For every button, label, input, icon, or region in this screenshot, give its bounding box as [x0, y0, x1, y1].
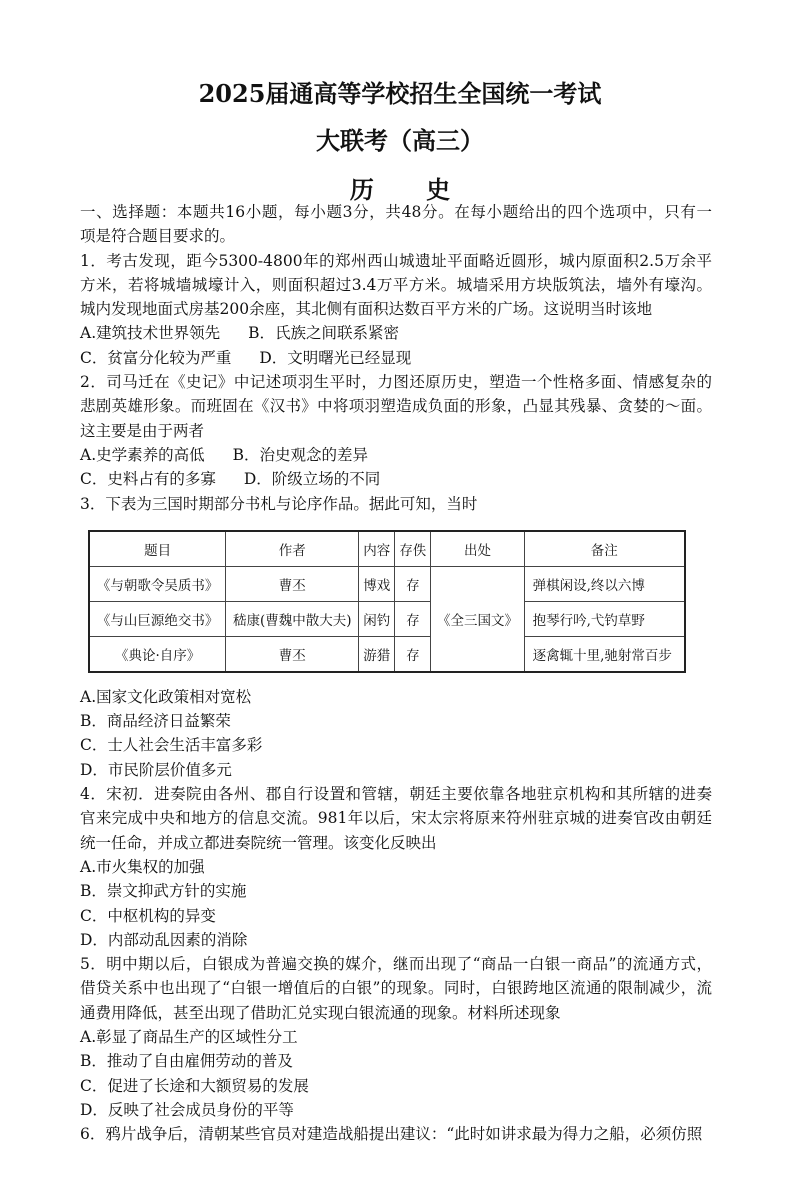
option-row	[80, 1025, 712, 1049]
cell-source: 《全三国文》	[431, 566, 524, 672]
answer-option[interactable]: B．推动了自由雇佣劳动的普及	[80, 1052, 293, 1071]
cell-note: 逐禽辄十里,驰射常百步	[524, 636, 685, 672]
cell-status: 存	[395, 636, 431, 672]
option-row	[80, 1049, 712, 1073]
question-1	[80, 249, 712, 370]
answer-option[interactable]: C．促进了长途和大额贸易的发展	[80, 1076, 309, 1095]
answer-option[interactable]: D．内部动乱因素的消除	[80, 930, 248, 949]
option-row	[80, 879, 712, 903]
answer-option[interactable]: C．中枢机构的异变	[80, 906, 216, 925]
question-4	[80, 782, 712, 952]
exam-body	[80, 200, 712, 1147]
column-header: 内容	[359, 531, 395, 567]
answer-option[interactable]: C．士人社会生活丰富多彩	[80, 736, 263, 755]
cell-title: 《与朝歌令吴质书》	[89, 566, 226, 601]
cell-title: 《与山巨源绝交书》	[89, 601, 226, 636]
option-row	[80, 321, 712, 345]
cell-title: 《典论·自序》	[89, 636, 226, 672]
option-row	[80, 443, 712, 467]
question-stem-line: 官来完成中央和地方的信息交流。981年以后，宋太宗将原来符州驻京城的进奏官改由朝廷	[80, 809, 712, 828]
answer-option[interactable]: B．崇文抑武方针的实施	[80, 882, 247, 901]
option-row	[80, 1074, 712, 1098]
column-header: 作者	[226, 531, 359, 567]
question-stem-line: 4．宋初．进奏院由各州、郡自行设置和管辖，朝廷主要依靠各地驻京机构和其所辖的进奏	[80, 785, 712, 804]
cell-note: 抱琴行吟,弋钓草野	[524, 601, 685, 636]
table-header-row	[89, 531, 685, 567]
answer-option[interactable]: D．阶级立场的不同	[243, 470, 381, 489]
question-6	[80, 1122, 712, 1146]
option-row	[80, 904, 712, 928]
section-instruction-line: 项是符合题目要求的。	[80, 227, 236, 246]
question-stem-line: 3．下表为三国时期部分书札与论序作品。据此可知，当时	[80, 494, 478, 513]
cell-author: 曹丕	[226, 636, 359, 672]
question-3	[80, 492, 712, 782]
question-stem-line: 城内发现地面式房基200余座，其北侧有面积达数百平方米的广场。这说明当时该地	[80, 300, 653, 319]
cell-content: 博戏	[359, 566, 395, 601]
table-row	[89, 566, 685, 601]
option-row	[80, 928, 712, 952]
answer-option[interactable]: C．史料占有的多寡	[80, 470, 216, 489]
cell-status: 存	[395, 566, 431, 601]
answer-option[interactable]: A.建筑技术世界领先	[80, 324, 221, 343]
question-stem-line: 5．明中期以后，白银成为普遍交换的媒介，继而出现了“商品一白银一商品”的流通方式，	[80, 955, 712, 974]
option-row	[80, 685, 712, 709]
option-row	[80, 709, 712, 733]
table-row	[89, 636, 685, 672]
answer-option[interactable]: D．反映了社会成员身份的平等	[80, 1100, 294, 1119]
cell-author: 曹丕	[226, 566, 359, 601]
question-stem-line: 借贷关系中也出现了“白银一增值后的白银”的现象。同时，白银跨地区流通的限制减少，流	[80, 979, 712, 998]
question-2	[80, 370, 712, 491]
option-row	[80, 855, 712, 879]
answer-option[interactable]: B．治史观念的差异	[232, 445, 369, 464]
answer-option[interactable]: A.史学素养的高低	[80, 445, 205, 464]
question-stem-line: 6．鸦片战争后，清朝某些官员对建造战船提出建议：“此时如讲求最为得力之船，必须仿照	[80, 1125, 703, 1144]
question-stem-line: 2．司马迁在《史记》中记述项羽生平时，力图还原历史，塑造一个性格多面、情感复杂的	[80, 373, 712, 392]
option-row	[80, 733, 712, 757]
subject-title: 历 史	[349, 175, 473, 204]
option-row	[80, 1098, 712, 1122]
question-stem-line: 1．考古发现，距今5300-4800年的郑州西山城遗址平面略近圆形，城内原面积2.5万余平	[80, 251, 712, 270]
answer-option[interactable]: A.巿火集权的加强	[80, 857, 205, 876]
option-row	[80, 467, 712, 491]
column-header: 出处	[431, 531, 524, 567]
question-5	[80, 952, 712, 1122]
cell-status: 存	[395, 601, 431, 636]
option-row	[80, 346, 712, 370]
answer-option[interactable]: D．文明曙光已经显现	[259, 348, 412, 367]
question-stem-line: 这主要是由于两者	[80, 421, 205, 440]
cell-content: 游猎	[359, 636, 395, 672]
question-stem-line: 统一任命，并成立都进奏院统一管理。该变化反映出	[80, 833, 437, 852]
answer-option[interactable]: B．氏族之间联系紧密	[248, 324, 400, 343]
column-header: 存佚	[395, 531, 431, 567]
cell-content: 闲钓	[359, 601, 395, 636]
answer-option[interactable]: D．市民阶层价值多元	[80, 760, 232, 779]
answer-option[interactable]: A.国家文化政策相对宽松	[80, 687, 252, 706]
question-stem-line: 悲剧英雄形象。而班固在《汉书》中将项羽塑造成负面的形象，凸显其残暴、贪婪的～面。	[80, 397, 712, 416]
question-stem-line: 通费用降低，甚至出现了借助汇兑实现白银流通的现象。材料所述现象	[80, 1003, 561, 1022]
answer-option[interactable]: C．贫富分化较为严重	[80, 348, 232, 367]
cell-note: 弹棋闲设,终以六博	[524, 566, 685, 601]
question-stem-line: 方米，若将城墙城壕计入，则面积超过3.4万平方米。城墙采用方块版筑法，墙外有壕沟。	[80, 275, 712, 294]
answer-option[interactable]: A.彰显了商品生产的区域性分工	[80, 1028, 298, 1047]
exam-title: 2025届通高等学校招生全国统一考试	[198, 79, 602, 108]
answer-option[interactable]: B．商品经济日益繁荣	[80, 712, 231, 731]
cell-author: 嵇康(曹魏中散大夫)	[226, 601, 359, 636]
table-row	[89, 601, 685, 636]
exam-subtitle: 大联考（高三）	[316, 126, 484, 155]
option-row	[80, 758, 712, 782]
column-header: 备注	[524, 531, 685, 567]
column-header: 题目	[89, 531, 226, 567]
section-instruction-line: 一、选择题：本题共16小题，每小题3分，共48分。在每小题给出的四个选项中，只有一	[80, 203, 712, 221]
data-table	[88, 530, 686, 673]
